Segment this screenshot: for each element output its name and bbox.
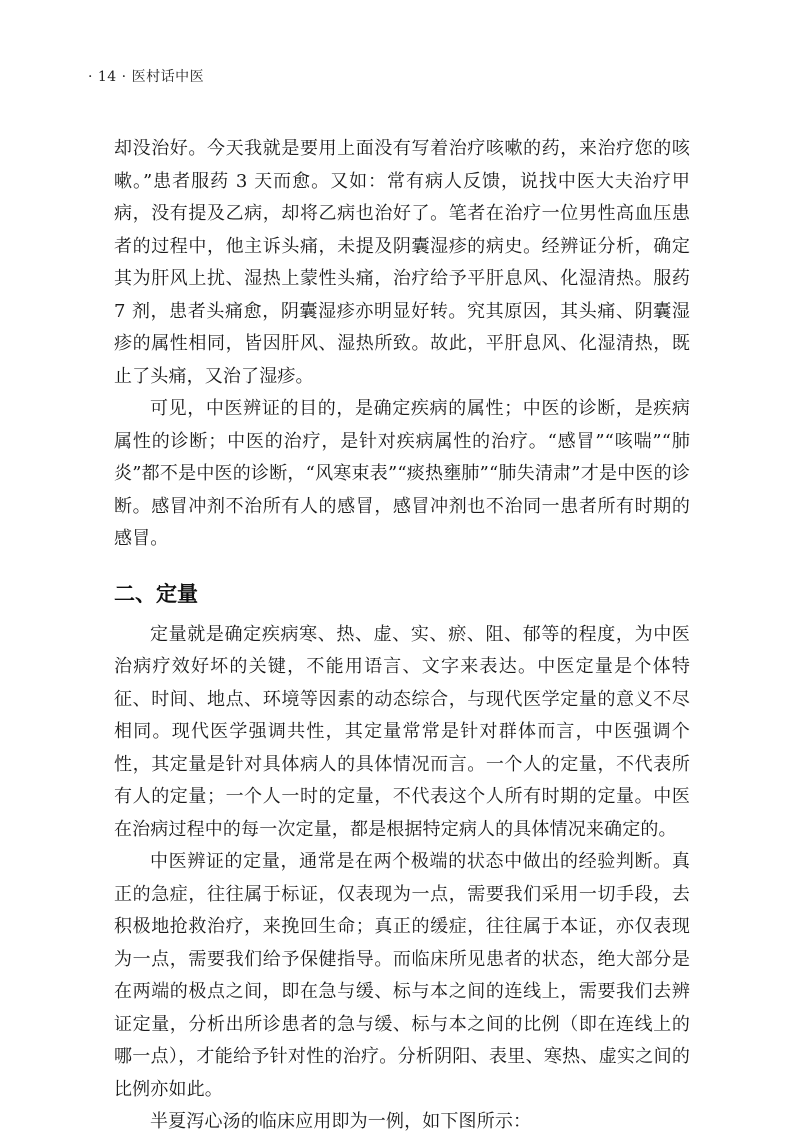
body-paragraph: 半夏泻心汤的临床应用即为一例，如下图所示： <box>150 1111 532 1132</box>
page-body <box>114 133 690 1139</box>
body-paragraph: 中医辨证的定量，通常是在两个极端的状态中做出的经验判断。真正的急症，往往属于标证，仅表现为一点，需要我们采用一切手段，去积极地抢救治疗，来挽回生命；真正的缓症，往往属于本证，亦仅表现为一点，需要我们给予保健指导。而临床所见患者的状态，绝大部分是在两端的极点之间，即在急与缓、标与本之间的连线上，需要我们去辨证定量，分析出所诊患者的急与缓、标与本之间的比例（即在连线上的哪一点），才能给予针对性的治疗。分析阴阳、表里、寒热、虚实之间的比例亦如此。 <box>114 851 690 1100</box>
running-head: · 14 · 医村话中医 <box>88 69 205 85</box>
body-paragraph-continued: 却没治好。今天我就是要用上面没有写着治疗咳嗽的药，来治疗您的咳嗽。”患者服药 3 天而愈。又如：常有病人反馈，说找中医大夫治疗甲病，没有提及乙病，却将乙病也治好了。笔者在治疗一位男性高血压患者的过程中，他主诉头痛，未提及阴囊湿疹的病史。经辨证分析，确定其为肝风上扰、湿热上蒙性头痛，治疗给予平肝息风、化湿清热。服药 7 剂，患者头痛愈，阴囊湿疹亦明显好转。究其原因，其头痛、阴囊湿疹的属性相同，皆因肝风、湿热所致。故此，平肝息风、化湿清热，既止了头痛，又治了湿疹。 <box>114 138 690 387</box>
section-heading: 二、定量 <box>114 581 198 606</box>
body-paragraph: 定量就是确定疾病寒、热、虚、实、瘀、阻、郁等的程度，为中医治病疗效好坏的关键，不能用语言、文字来表达。中医定量是个体特征、时间、地点、环境等因素的动态综合，与现代医学定量的意义不尽相同。现代医学强调共性，其定量常常是针对群体而言，中医强调个性，其定量是针对具体病人的具体情况而言。一个人的定量，不代表所有人的定量；一个人一时的定量，不代表这个人所有时期的定量。中医在治病过程中的每一次定量，都是根据特定病人的具体情况来确定的。 <box>114 623 690 840</box>
body-paragraph: 可见，中医辨证的目的，是确定疾病的属性；中医的诊断，是疾病属性的诊断；中医的治疗，是针对疾病属性的治疗。“感冒”“咳喘”“肺炎”都不是中医的诊断，“风寒束表”“痰热壅肺”“肺失清肃”才是中医的诊断。感冒冲剂不治所有人的感冒，感冒冲剂也不治同一患者所有时期的感冒。 <box>114 398 690 549</box>
